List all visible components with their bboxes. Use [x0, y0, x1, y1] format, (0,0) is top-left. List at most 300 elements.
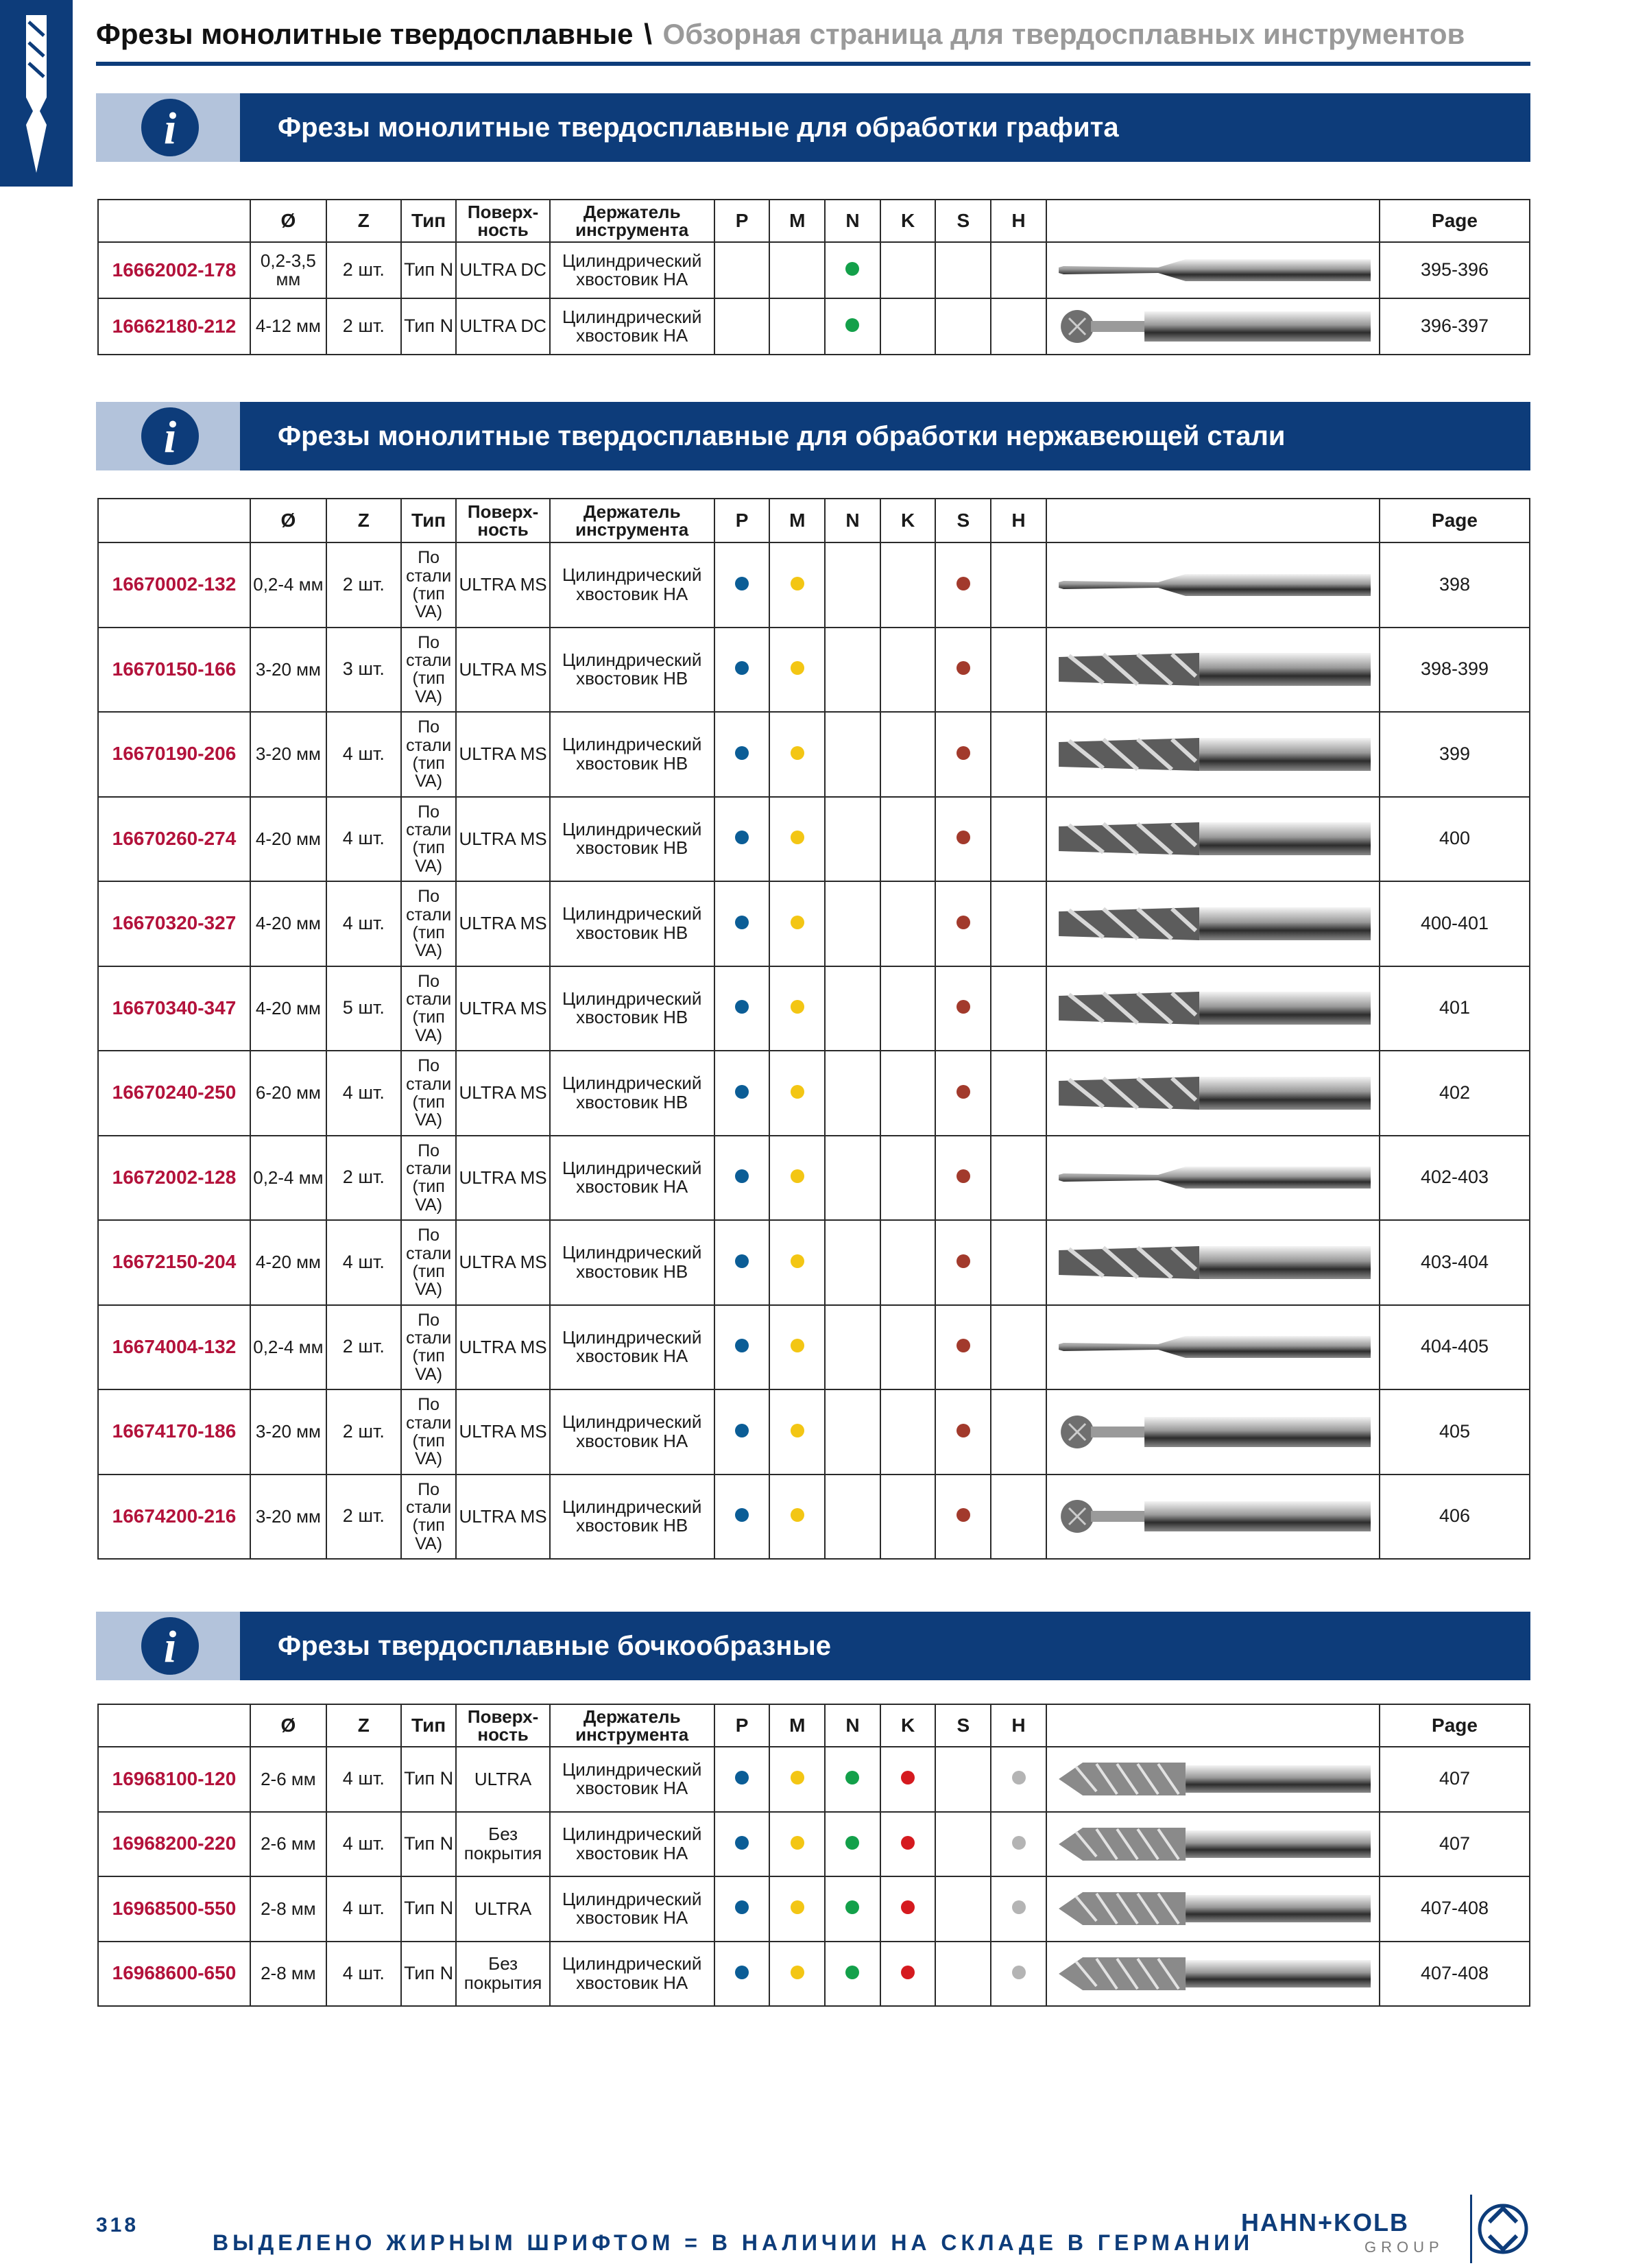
article-number[interactable]: 16968600-650	[98, 1942, 250, 2007]
column-header-page: Page	[1380, 499, 1530, 542]
material-k-dot	[901, 1836, 915, 1850]
material-h-cell	[991, 1876, 1046, 1942]
holder-cell: Цилиндрический хвостовик HB	[550, 1051, 714, 1136]
material-k-cell	[880, 1942, 936, 2007]
material-p-dot	[735, 831, 749, 844]
material-h-cell	[991, 712, 1046, 797]
column-header-m: M	[769, 1704, 825, 1747]
material-m-cell	[769, 1136, 825, 1221]
material-s-dot	[957, 831, 970, 844]
material-k-cell	[880, 797, 936, 882]
column-header-type: Тип	[401, 499, 457, 542]
material-m-dot	[791, 1424, 804, 1437]
page-ref[interactable]: 400-401	[1380, 881, 1530, 966]
material-m-dot	[791, 916, 804, 929]
table-row[interactable]	[98, 797, 1530, 882]
material-p-dot	[735, 1424, 749, 1437]
tool-image	[1054, 1073, 1372, 1114]
table-row[interactable]	[98, 1389, 1530, 1475]
brand-logo	[1241, 2195, 1529, 2263]
material-s-cell	[935, 1942, 991, 2007]
table-row[interactable]	[98, 628, 1530, 713]
table-row[interactable]	[98, 1220, 1530, 1305]
type-cell: По стали (тип VA)	[401, 966, 457, 1051]
tool-image-cell	[1046, 242, 1380, 298]
section-bar-barrel	[96, 1612, 1530, 1680]
material-m-dot	[791, 1508, 804, 1522]
material-p-cell	[714, 1747, 770, 1812]
material-n-dot	[845, 1771, 859, 1784]
table-row[interactable]	[98, 1876, 1530, 1942]
flutes-cell: 2 шт.	[326, 1475, 401, 1560]
material-p-cell	[714, 1305, 770, 1390]
page-ref[interactable]: 402	[1380, 1051, 1530, 1136]
flutes-cell: 4 шт.	[326, 1942, 401, 2007]
column-header-z: Z	[326, 200, 401, 242]
page-ref[interactable]: 398	[1380, 542, 1530, 628]
material-p-cell	[714, 1942, 770, 2007]
holder-cell: Цилиндрический хвостовик HB	[550, 712, 714, 797]
stock-note: ВЫДЕЛЕНО ЖИРНЫМ ШРИФТОМ = В НАЛИЧИИ НА СКЛАДЕ В ГЕРМАНИИ	[213, 2230, 1254, 2255]
material-h-dot	[1012, 1836, 1026, 1850]
material-p-cell	[714, 542, 770, 628]
article-number[interactable]: 16670320-327	[98, 881, 250, 966]
tool-image	[1054, 306, 1372, 347]
material-s-dot	[957, 1169, 970, 1183]
material-s-cell	[935, 1220, 991, 1305]
column-header-z: Z	[326, 1704, 401, 1747]
material-m-dot	[791, 577, 804, 590]
material-s-cell	[935, 1051, 991, 1136]
column-header-article	[98, 200, 250, 242]
material-k-cell	[880, 628, 936, 713]
material-m-dot	[791, 746, 804, 760]
surface-cell: ULTRA MS	[456, 1305, 549, 1390]
material-h-cell	[991, 1389, 1046, 1475]
tool-image-cell	[1046, 628, 1380, 713]
material-k-cell	[880, 1475, 936, 1560]
section-title: Фрезы монолитные твердосплавные для обработки графита	[278, 112, 1119, 143]
material-m-dot	[791, 1966, 804, 1979]
surface-cell: ULTRA MS	[456, 1475, 549, 1560]
tool-image-cell	[1046, 1136, 1380, 1221]
surface-cell: Без покрытия	[456, 1942, 549, 2007]
material-n-cell	[825, 1475, 880, 1560]
material-p-dot	[735, 577, 749, 590]
table-row[interactable]	[98, 1136, 1530, 1221]
type-cell: По стали (тип VA)	[401, 797, 457, 882]
flutes-cell: 4 шт.	[326, 1812, 401, 1877]
page-header	[96, 12, 1530, 66]
material-p-cell	[714, 298, 770, 355]
material-p-dot	[735, 1508, 749, 1522]
material-s-cell	[935, 542, 991, 628]
diameter-cell: 2-6 мм	[250, 1747, 326, 1812]
page-ref[interactable]: 395-396	[1380, 242, 1530, 298]
tool-image	[1054, 1888, 1372, 1929]
material-n-dot	[845, 1836, 859, 1850]
type-cell: По стали (тип VA)	[401, 1389, 457, 1475]
table-row[interactable]	[98, 298, 1530, 355]
holder-cell: Цилиндрический хвостовик HB	[550, 881, 714, 966]
material-k-dot	[901, 1771, 915, 1784]
diameter-cell: 4-20 мм	[250, 881, 326, 966]
tool-image-cell	[1046, 1220, 1380, 1305]
material-n-cell	[825, 1136, 880, 1221]
type-cell: По стали (тип VA)	[401, 1475, 457, 1560]
material-h-cell	[991, 1475, 1046, 1560]
diameter-cell: 2-8 мм	[250, 1942, 326, 2007]
flutes-cell: 2 шт.	[326, 1389, 401, 1475]
tool-image-cell	[1046, 1812, 1380, 1877]
material-s-cell	[935, 1389, 991, 1475]
column-header-surface: Поверх-ность	[456, 200, 549, 242]
material-m-dot	[791, 1900, 804, 1914]
column-header-k: K	[880, 1704, 936, 1747]
column-header-h: H	[991, 200, 1046, 242]
type-cell: Тип N	[401, 298, 457, 355]
surface-cell: ULTRA MS	[456, 797, 549, 882]
material-p-cell	[714, 797, 770, 882]
material-h-cell	[991, 881, 1046, 966]
diameter-cell: 0,2-3,5 мм	[250, 242, 326, 298]
material-m-dot	[791, 1169, 804, 1183]
type-cell: По стали (тип VA)	[401, 1305, 457, 1390]
surface-cell: ULTRA	[456, 1876, 549, 1942]
material-p-cell	[714, 712, 770, 797]
article-number[interactable]: 16670340-347	[98, 966, 250, 1051]
material-s-cell	[935, 1136, 991, 1221]
holder-cell: Цилиндрический хвостовик HA	[550, 242, 714, 298]
material-k-cell	[880, 1747, 936, 1812]
article-number[interactable]: 16670240-250	[98, 1051, 250, 1136]
page-ref[interactable]: 407-408	[1380, 1876, 1530, 1942]
brand-name: HAHN+KOLB	[1241, 2208, 1410, 2236]
material-k-cell	[880, 712, 936, 797]
section-bar-graphite	[96, 93, 1530, 162]
material-p-cell	[714, 1812, 770, 1877]
material-n-cell	[825, 628, 880, 713]
material-s-cell	[935, 628, 991, 713]
material-s-dot	[957, 916, 970, 929]
tool-image	[1054, 988, 1372, 1029]
material-s-cell	[935, 881, 991, 966]
material-p-cell	[714, 1220, 770, 1305]
page-ref[interactable]: 399	[1380, 712, 1530, 797]
page-ref[interactable]: 406	[1380, 1475, 1530, 1560]
page-ref[interactable]: 402-403	[1380, 1136, 1530, 1221]
product-table-stainless	[97, 498, 1530, 1560]
column-header-h: H	[991, 1704, 1046, 1747]
flutes-cell: 4 шт.	[326, 1876, 401, 1942]
flutes-cell: 2 шт.	[326, 1136, 401, 1221]
flutes-cell: 4 шт.	[326, 881, 401, 966]
article-number[interactable]: 16670150-166	[98, 628, 250, 713]
type-cell: По стали (тип VA)	[401, 1136, 457, 1221]
article-number[interactable]: 16662002-178	[98, 242, 250, 298]
material-m-dot	[791, 1771, 804, 1784]
page-ref[interactable]: 407-408	[1380, 1942, 1530, 2007]
column-header-surface: Поверх-ность	[456, 1704, 549, 1747]
drill-icon	[19, 15, 53, 173]
tool-image-cell	[1046, 1305, 1380, 1390]
material-p-dot	[735, 1900, 749, 1914]
column-header-h: H	[991, 499, 1046, 542]
material-s-cell	[935, 1475, 991, 1560]
tool-image-cell	[1046, 1747, 1380, 1812]
diameter-cell: 3-20 мм	[250, 628, 326, 713]
surface-cell: ULTRA MS	[456, 1136, 549, 1221]
holder-cell: Цилиндрический хвостовик HB	[550, 966, 714, 1051]
table-row[interactable]	[98, 542, 1530, 628]
article-number[interactable]: 16968200-220	[98, 1812, 250, 1877]
material-s-dot	[957, 1085, 970, 1099]
material-m-cell	[769, 712, 825, 797]
holder-cell: Цилиндрический хвостовик HB	[550, 628, 714, 713]
holder-cell: Цилиндрический хвостовик HA	[550, 1812, 714, 1877]
article-number[interactable]: 16670260-274	[98, 797, 250, 882]
diameter-cell: 2-6 мм	[250, 1812, 326, 1877]
table-row[interactable]	[98, 1812, 1530, 1877]
material-m-cell	[769, 298, 825, 355]
material-k-cell	[880, 1136, 936, 1221]
material-p-cell	[714, 1136, 770, 1221]
column-header-s: S	[935, 200, 991, 242]
material-k-cell	[880, 966, 936, 1051]
type-cell: По стали (тип VA)	[401, 712, 457, 797]
page-ref[interactable]: 403-404	[1380, 1220, 1530, 1305]
diameter-cell: 4-20 мм	[250, 1220, 326, 1305]
flutes-cell: 3 шт.	[326, 628, 401, 713]
table-row[interactable]	[98, 712, 1530, 797]
material-h-dot	[1012, 1771, 1026, 1784]
column-header-s: S	[935, 499, 991, 542]
flutes-cell: 4 шт.	[326, 797, 401, 882]
column-header-m: M	[769, 499, 825, 542]
material-k-cell	[880, 1220, 936, 1305]
type-cell: Тип N	[401, 1876, 457, 1942]
column-header-type: Тип	[401, 200, 457, 242]
column-header-m: M	[769, 200, 825, 242]
table-row[interactable]	[98, 1747, 1530, 1812]
tool-image	[1054, 903, 1372, 944]
material-n-cell	[825, 712, 880, 797]
tool-image	[1054, 1242, 1372, 1283]
holder-cell: Цилиндрический хвостовик HA	[550, 298, 714, 355]
table-row[interactable]	[98, 1305, 1530, 1390]
column-header-image	[1046, 499, 1380, 542]
material-n-dot	[845, 1900, 859, 1914]
flutes-cell: 4 шт.	[326, 1051, 401, 1136]
column-header-holder: Держатель инструмента	[550, 499, 714, 542]
material-h-cell	[991, 1812, 1046, 1877]
material-h-cell	[991, 1747, 1046, 1812]
article-number[interactable]: 16662180-212	[98, 298, 250, 355]
article-number[interactable]: 16968100-120	[98, 1747, 250, 1812]
diameter-cell: 6-20 мм	[250, 1051, 326, 1136]
material-n-cell	[825, 1942, 880, 2007]
surface-cell: ULTRA MS	[456, 1389, 549, 1475]
diameter-cell: 0,2-4 мм	[250, 1305, 326, 1390]
material-m-cell	[769, 797, 825, 882]
tool-image	[1054, 734, 1372, 775]
type-cell: Тип N	[401, 242, 457, 298]
page-ref[interactable]: 400	[1380, 797, 1530, 882]
article-number[interactable]: 16670002-132	[98, 542, 250, 628]
diameter-cell: 2-8 мм	[250, 1876, 326, 1942]
material-p-dot	[735, 916, 749, 929]
type-cell: Тип N	[401, 1942, 457, 2007]
column-header-image	[1046, 200, 1380, 242]
tool-image	[1054, 649, 1372, 690]
material-h-cell	[991, 298, 1046, 355]
material-n-dot	[845, 1966, 859, 1979]
flutes-cell: 2 шт.	[326, 1305, 401, 1390]
material-n-cell	[825, 1812, 880, 1877]
material-p-dot	[735, 1966, 749, 1979]
material-m-cell	[769, 1942, 825, 2007]
material-n-cell	[825, 542, 880, 628]
material-n-dot	[845, 318, 859, 332]
flutes-cell: 4 шт.	[326, 712, 401, 797]
type-cell: Тип N	[401, 1747, 457, 1812]
column-header-d: Ø	[250, 499, 326, 542]
page-ref[interactable]: 398-399	[1380, 628, 1530, 713]
surface-cell: ULTRA MS	[456, 1220, 549, 1305]
table-row[interactable]	[98, 1475, 1530, 1560]
material-s-cell	[935, 1305, 991, 1390]
material-p-cell	[714, 966, 770, 1051]
column-header-n: N	[825, 1704, 880, 1747]
material-p-cell	[714, 1475, 770, 1560]
material-k-cell	[880, 881, 936, 966]
material-m-cell	[769, 1305, 825, 1390]
type-cell: По стали (тип VA)	[401, 1220, 457, 1305]
article-number[interactable]: 16968500-550	[98, 1876, 250, 1942]
type-cell: По стали (тип VA)	[401, 628, 457, 713]
material-m-dot	[791, 1836, 804, 1850]
page-ref[interactable]: 404-405	[1380, 1305, 1530, 1390]
svg-text:i: i	[163, 1622, 177, 1672]
column-header-holder: Держатель инструмента	[550, 1704, 714, 1747]
tool-image	[1054, 250, 1372, 291]
surface-cell: ULTRA MS	[456, 542, 549, 628]
page-ref[interactable]: 401	[1380, 966, 1530, 1051]
material-p-dot	[735, 1085, 749, 1099]
article-number[interactable]: 16674170-186	[98, 1389, 250, 1475]
holder-cell: Цилиндрический хвостовик HA	[550, 1136, 714, 1221]
tool-image	[1054, 1496, 1372, 1537]
section-title: Фрезы твердосплавные бочкообразные	[278, 1631, 831, 1661]
surface-cell: ULTRA DC	[456, 242, 549, 298]
column-header-type: Тип	[401, 1704, 457, 1747]
surface-cell: ULTRA	[456, 1747, 549, 1812]
material-m-cell	[769, 1051, 825, 1136]
material-m-dot	[791, 1254, 804, 1268]
header-separator: \	[644, 18, 652, 50]
holder-cell: Цилиндрический хвостовик HA	[550, 542, 714, 628]
article-number[interactable]: 16670190-206	[98, 712, 250, 797]
tool-image-cell	[1046, 797, 1380, 882]
material-p-dot	[735, 1771, 749, 1784]
page-ref[interactable]: 407	[1380, 1812, 1530, 1877]
flutes-cell: 4 шт.	[326, 1747, 401, 1812]
holder-cell: Цилиндрический хвостовик HB	[550, 797, 714, 882]
table-row[interactable]	[98, 242, 1530, 298]
article-number[interactable]: 16672150-204	[98, 1220, 250, 1305]
holder-cell: Цилиндрический хвостовик HA	[550, 1942, 714, 2007]
holder-cell: Цилиндрический хвостовик HA	[550, 1389, 714, 1475]
material-n-dot	[845, 262, 859, 276]
material-m-cell	[769, 1747, 825, 1812]
surface-cell: Без покрытия	[456, 1812, 549, 1877]
table-row[interactable]	[98, 966, 1530, 1051]
material-s-dot	[957, 661, 970, 675]
page-ref[interactable]: 396-397	[1380, 298, 1530, 355]
tool-image-cell	[1046, 1051, 1380, 1136]
column-header-s: S	[935, 1704, 991, 1747]
material-h-cell	[991, 1942, 1046, 2007]
table-row[interactable]	[98, 1051, 1530, 1136]
column-header-z: Z	[326, 499, 401, 542]
tool-image	[1054, 1157, 1372, 1198]
flutes-cell: 2 шт.	[326, 242, 401, 298]
material-k-cell	[880, 298, 936, 355]
page-ref[interactable]: 407	[1380, 1747, 1530, 1812]
tool-image	[1054, 1824, 1372, 1865]
column-header-article	[98, 1704, 250, 1747]
type-cell: Тип N	[401, 1812, 457, 1877]
material-h-cell	[991, 628, 1046, 713]
section-title: Фрезы монолитные твердосплавные для обработки нержавеющей стали	[278, 421, 1286, 451]
chapter-tab	[0, 0, 73, 187]
diameter-cell: 3-20 мм	[250, 1475, 326, 1560]
article-number[interactable]: 16674200-216	[98, 1475, 250, 1560]
surface-cell: ULTRA MS	[456, 712, 549, 797]
material-p-dot	[735, 1000, 749, 1014]
holder-cell: Цилиндрический хвостовик HA	[550, 1876, 714, 1942]
material-s-cell	[935, 1812, 991, 1877]
table-row[interactable]	[98, 881, 1530, 966]
column-header-p: P	[714, 200, 770, 242]
material-s-dot	[957, 1000, 970, 1014]
material-m-cell	[769, 881, 825, 966]
type-cell: По стали (тип VA)	[401, 542, 457, 628]
surface-cell: ULTRA DC	[456, 298, 549, 355]
material-s-cell	[935, 712, 991, 797]
material-n-cell	[825, 298, 880, 355]
column-header-d: Ø	[250, 1704, 326, 1747]
material-n-cell	[825, 881, 880, 966]
material-m-dot	[791, 1000, 804, 1014]
material-h-cell	[991, 242, 1046, 298]
flutes-cell: 5 шт.	[326, 966, 401, 1051]
material-h-cell	[991, 797, 1046, 882]
hahn-kolb-emblem-icon	[1467, 2195, 1529, 2263]
material-k-cell	[880, 1389, 936, 1475]
product-table-barrel	[97, 1704, 1530, 2007]
column-header-p: P	[714, 1704, 770, 1747]
table-row[interactable]	[98, 1942, 1530, 2007]
material-s-dot	[957, 1424, 970, 1437]
material-s-cell	[935, 1747, 991, 1812]
page-ref[interactable]: 405	[1380, 1389, 1530, 1475]
article-number[interactable]: 16672002-128	[98, 1136, 250, 1221]
type-cell: По стали (тип VA)	[401, 1051, 457, 1136]
article-number[interactable]: 16674004-132	[98, 1305, 250, 1390]
column-header-page: Page	[1380, 200, 1530, 242]
material-h-cell	[991, 542, 1046, 628]
